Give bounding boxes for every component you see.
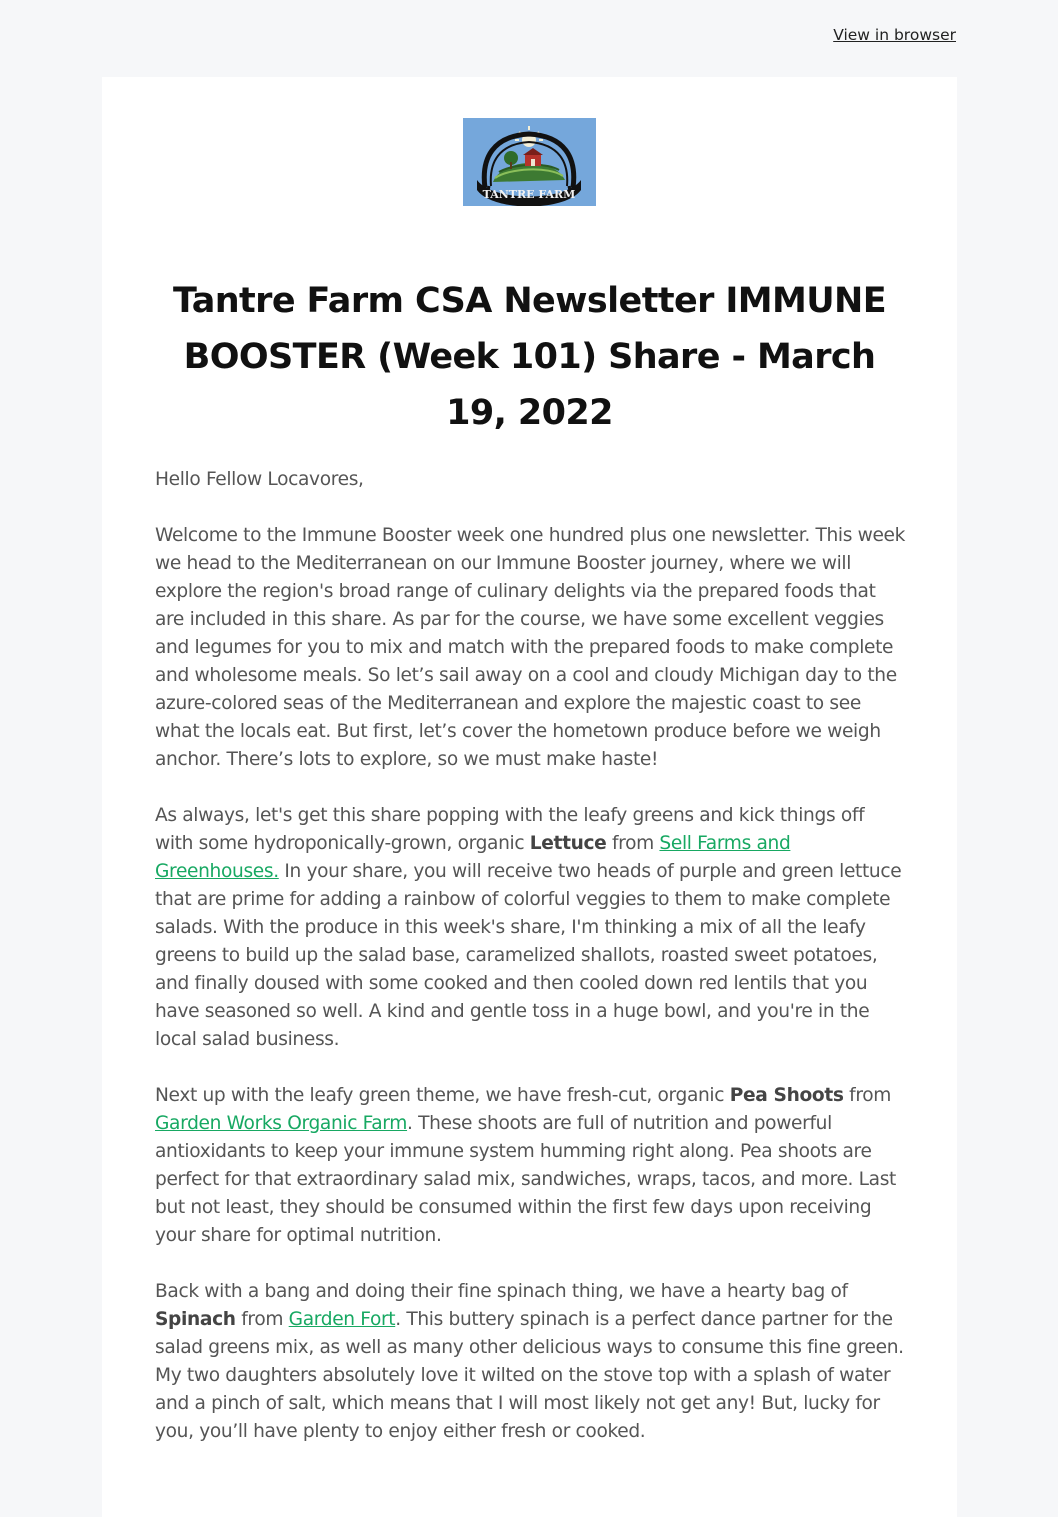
lettuce-item: Lettuce [529,833,607,854]
newsletter-body [155,466,907,1474]
lettuce-paragraph [155,802,907,1054]
lettuce-text-after: In your share, you will receive two heads of purple and green lettuce that are prime for adding a rainbow of colorful veggies to them to make complete salads. With the produce in this week's share, I'm thinking a mix of all the leafy greens to build up the salad base, caramelized shallots, roasted sweet potatoes, and finally doused with some cooked and then cooled down red lentils that you have seasoned so well. A kind and gentle toss in a huge bowl, and you're in the local salad business. [155,861,902,1050]
spinach-text-after: . This buttery spinach is a perfect dance partner for the salad greens mix, as well as many other delicious ways to consume this fine green. My two daughters absolutely love it wilted on the stove top with a splash of water and a pinch of salt, which means that I will most likely not get any! But, lucky for you, you’ll have plenty to enjoy either fresh or cooked. [155,1309,904,1442]
garden-works-link[interactable]: Garden Works Organic Farm [155,1113,408,1134]
garden-fort-link[interactable]: Garden Fort [288,1309,396,1330]
spinach-item: Spinach [155,1309,236,1330]
greeting-paragraph: Hello Fellow Locavores, [155,469,364,490]
tantre-farm-logo [463,118,596,206]
spinach-from: from [235,1309,289,1330]
sell-farms-link[interactable]: Sell Farms and Greenhouses. [155,833,791,882]
pea-shoots-from: from [843,1085,892,1106]
lettuce-text-before: As always, let's get this share popping with the leafy greens and kick things off with some hydroponically-grown, organic [155,805,865,854]
newsletter-title: Tantre Farm CSA Newsletter IMMUNE BOOSTER (Week 101) Share - March 19, 2022 [172,281,887,433]
pea-shoots-paragraph [155,1082,907,1250]
lettuce-from: from [606,833,660,854]
logo-text: TANTRE FARM [482,188,576,201]
spinach-paragraph [155,1278,907,1446]
view-in-browser-link[interactable]: View in browser [833,26,956,44]
intro-paragraph: Welcome to the Immune Booster week one hundred plus one newsletter. This week we head to the Mediterranean on our Immune Booster journey, where we will explore the region's broad range of culinary delights via the prepared foods that are included in this share. As par for the course, we have some excellent veggies and legumes for you to mix and match with the prepared foods to make complete and wholesome meals. So let’s sail away on a cool and cloudy Michigan day to the azure-colored seas of the Mediterranean and explore the majestic coast to see what the locals eat. But first, let’s cover the hometown produce before we weigh anchor. There’s lots to explore, so we must make haste! [155,525,906,770]
newsletter-card [102,77,957,1517]
pea-shoots-text-after: . These shoots are full of nutrition and powerful antioxidants to keep your immune system humming right along. Pea shoots are perfect for that extraordinary salad mix, sandwiches, wraps, tacos, and more. Last but not least, they should be consumed within the first few days upon receiving your share for optimal nutrition. [155,1113,896,1246]
logo-image [463,118,596,206]
pea-shoots-item: Pea Shoots [729,1085,844,1106]
pea-shoots-text-before: Next up with the leafy green theme, we have fresh-cut, organic [155,1085,730,1106]
spinach-text-before: Back with a bang and doing their fine spinach thing, we have a hearty bag of [155,1281,848,1302]
top-bar [833,26,956,44]
